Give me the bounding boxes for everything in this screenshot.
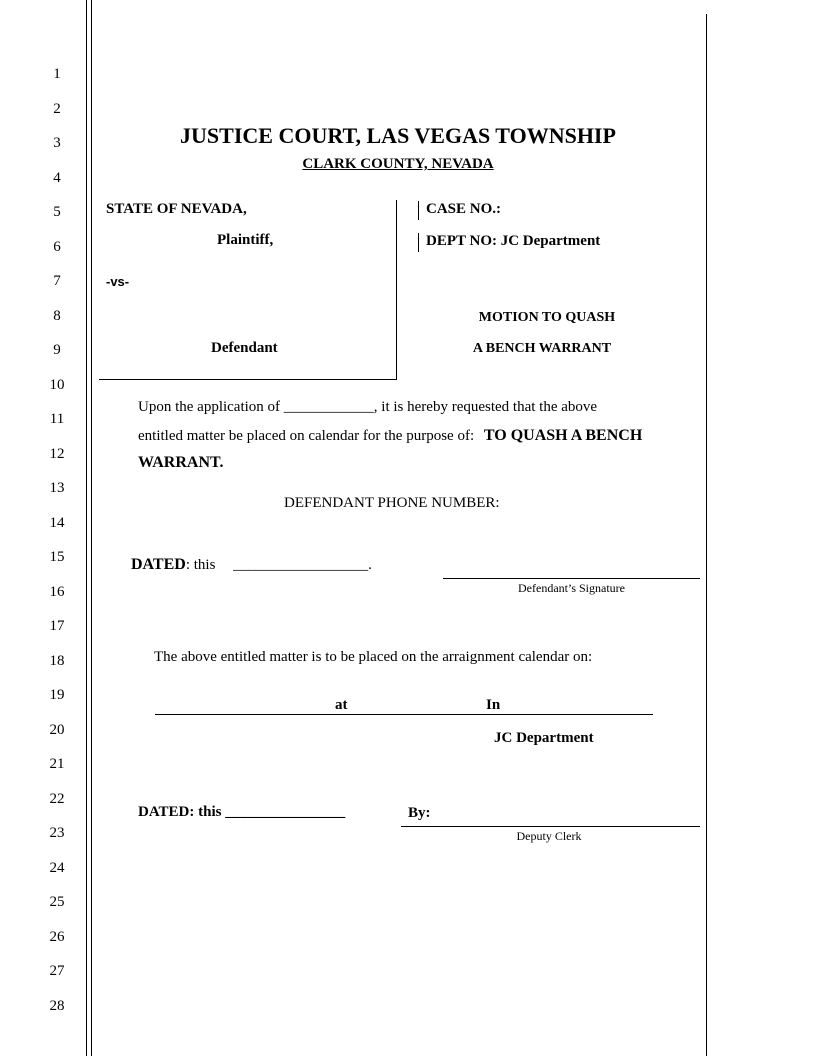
dated-this: : this [185,557,220,573]
request-purpose-bold: TO QUASH A BENCH [483,427,643,444]
line-number: 16 [49,584,65,600]
defendant-signature-label: Defendant’s Signature [518,581,625,595]
line-number: 21 [49,756,65,772]
line-number: 17 [49,618,65,634]
plaintiff-label: Plaintiff, [217,232,274,248]
line-number: 15 [49,549,65,565]
dept-no-bar [418,233,419,252]
court-title: JUSTICE COURT, LAS VEGAS TOWNSHIP [180,123,616,148]
line-number: 20 [49,722,65,738]
line-number: 5 [53,204,61,220]
motion-title-line-2: A BENCH WARRANT [472,341,612,356]
request-paragraph-line-1: Upon the application of ____________, it is hereby requested that the above [138,399,598,415]
versus-label: -vs- [106,274,130,289]
line-number: 3 [53,135,61,151]
caption-right-border [396,200,397,380]
county-title: CLARK COUNTY, NEVADA [302,156,494,172]
plaintiff-name: STATE OF NEVADA, [106,201,247,217]
line-number: 10 [49,377,65,393]
motion-title-line-1: MOTION TO QUASH [478,310,616,325]
line-number: 26 [49,929,65,945]
line-number: 14 [49,515,65,531]
case-no-bar [418,201,419,220]
caption-bottom-border [99,379,397,380]
line-number: 28 [49,998,65,1014]
deputy-clerk-label: Deputy Clerk [516,829,582,843]
request-purpose-text: entitled matter be placed on calendar for the purpose of: [138,428,478,444]
jc-department-label: JC Department [494,730,594,746]
line-number: 27 [49,963,65,979]
arraignment-date-line [155,714,653,715]
left-margin-rule-2 [91,0,92,1056]
dept-no-label: DEPT NO: JC Department [426,233,601,249]
line-number: 19 [49,687,65,703]
line-number: 13 [49,480,65,496]
line-number: 7 [53,273,61,289]
line-number: 12 [49,446,65,462]
dated-label: DATED [131,556,186,573]
line-number: 22 [49,791,65,807]
right-margin-rule [706,14,707,1056]
clerk-signature-line [401,826,700,827]
line-number: 23 [49,825,65,841]
line-number: 11 [49,411,65,427]
line-number: 8 [53,308,61,324]
dated-blank: __________________. [233,557,372,573]
line-number: 9 [53,342,61,358]
left-margin-rule-1 [86,0,87,1056]
case-no-label: CASE NO.: [426,201,502,217]
dated-line-defendant [131,556,372,574]
arraignment-text: The above entitled matter is to be placed on the arraignment calendar on: [154,649,593,665]
at-label: at [335,697,348,713]
defendant-label: Defendant [211,340,278,356]
request-paragraph-line-2 [138,427,642,445]
line-number: 4 [53,170,61,186]
line-number: 6 [53,239,61,255]
line-number: 18 [49,653,65,669]
line-number: 25 [49,894,65,910]
line-number: 1 [53,66,61,82]
request-paragraph-line-3: WARRANT. [138,454,224,471]
in-label: In [486,697,501,713]
line-number: 2 [53,101,61,117]
by-label: By: [408,805,431,821]
line-number: 24 [49,860,65,876]
defendant-phone-label: DEFENDANT PHONE NUMBER: [284,495,500,511]
dated-line-clerk: DATED: this ________________ [138,804,346,820]
defendant-signature-line [443,578,700,579]
